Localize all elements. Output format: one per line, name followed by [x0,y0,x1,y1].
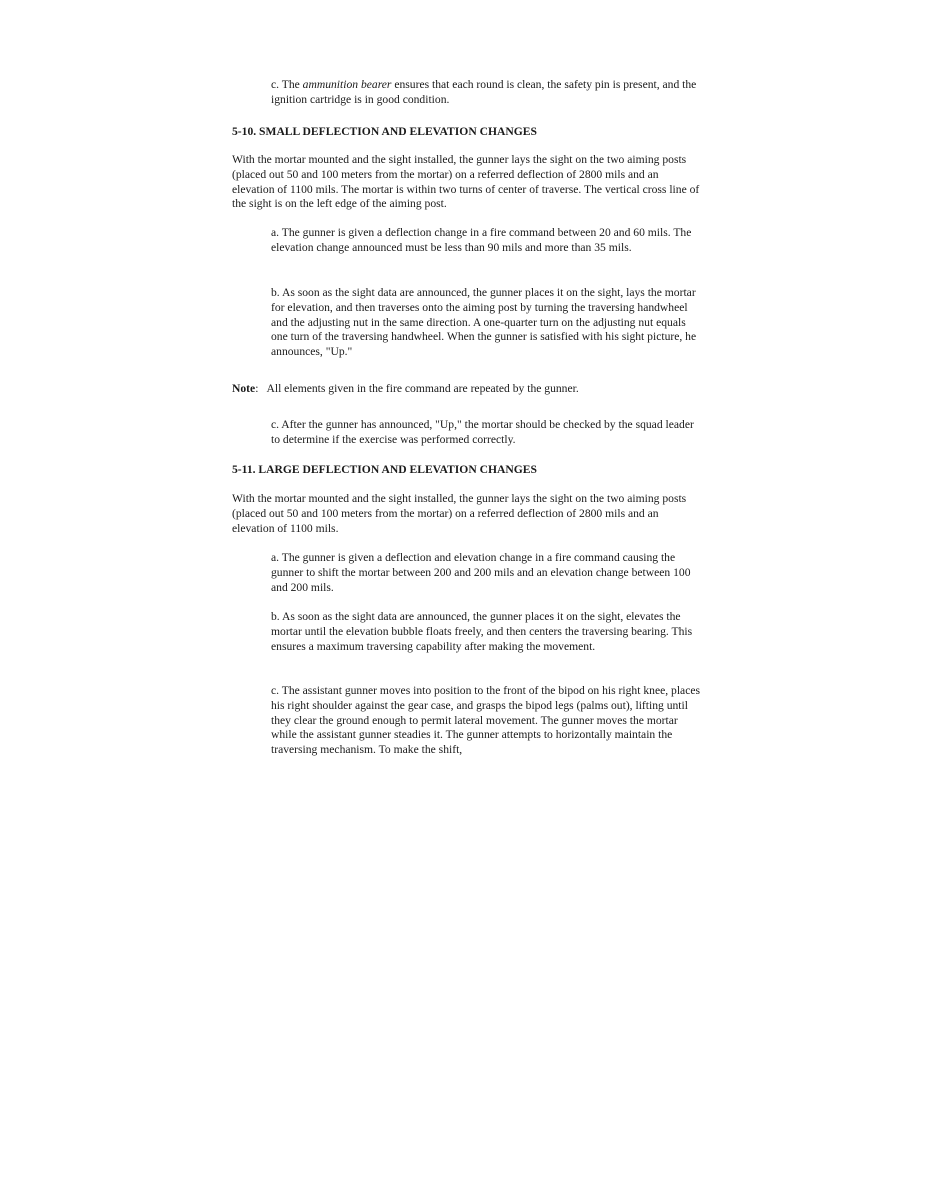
note-text: All elements given in the fire command are repeated by the gunner. [266,382,579,395]
para-suffix: ensures that each round is clean, the safety pin is present, and the ignition cartridge is in good condition. [271,78,697,106]
section-5-11-intro: With the mortar mounted and the sight installed, the gunner lays the sight on the two aiming posts (placed out 50 and 100 meters from the mortar) on a referred deflection of 2800 mils and an elevation of 1100 mils. [232,492,687,535]
section-5-11-para-a: a. The gunner is given a deflection and elevation change in a fire command causing the gunner to shift the mortar between 200 and 200 mils and an elevation change between 100 and 200 mils. [271,551,691,594]
section-heading-5-11: 5-11. LARGE DEFLECTION AND ELEVATION CHANGES [232,463,537,476]
paragraph-ammunition-bearer [271,78,703,108]
section-5-11-para-c: c. The assistant gunner moves into position to the front of the bipod on his right knee, places his right shoulder against the gear case, and grasps the bipod legs (palms out), lifting until they clear the ground enough to permit lateral movement. The gunner moves the mortar while the assistant gunner steadies it. The gunner attempts to horizontally maintain the traversing mechanism. To make the shift, [271,684,701,757]
section-heading-5-10: 5-10. SMALL DEFLECTION AND ELEVATION CHANGES [232,125,537,138]
section-5-11-para-b: b. As soon as the sight data are announced, the gunner places it on the sight, elevates the mortar until the elevation bubble floats freely, and then centers the traversing bearing. This ensures a maximum traversing capability after making the movement. [271,610,693,653]
section-5-10-intro: With the mortar mounted and the sight installed, the gunner lays the sight on the two aiming posts (placed out 50 and 100 meters from the mortar) on a referred deflection of 2800 mils and an elevation of 1100 mils. The mortar is within two turns of center of traverse. The vertical cross line of the sight is on the left edge of the aiming post. [232,153,700,211]
section-5-10-para-c: c. After the gunner has announced, "Up," the mortar should be checked by the squad leader to determine if the exercise was performed correctly. [271,418,694,446]
note-label: Note [232,382,256,395]
note: Note: All elements given in the fire command are repeated by the gunner. [232,382,579,395]
section-5-10-para-b: b. As soon as the sight data are announced, the gunner places it on the sight, lays the mortar for elevation, and then traverses onto the aiming post by turning the traversing handwheel and the adjusting nut in the same direction. A one-quarter turn on the adjusting nut equals one turn of the traversing handwheel. When the gunner is satisfied with his sight picture, he announces, "Up." [271,286,697,359]
section-5-10-para-a: a. The gunner is given a deflection change in a fire command between 20 and 60 mils. The elevation change announced must be less than 90 mils and more than 35 mils. [271,226,692,254]
para-emphasis: ammunition bearer [302,78,392,91]
para-prefix: c. The [271,78,303,91]
